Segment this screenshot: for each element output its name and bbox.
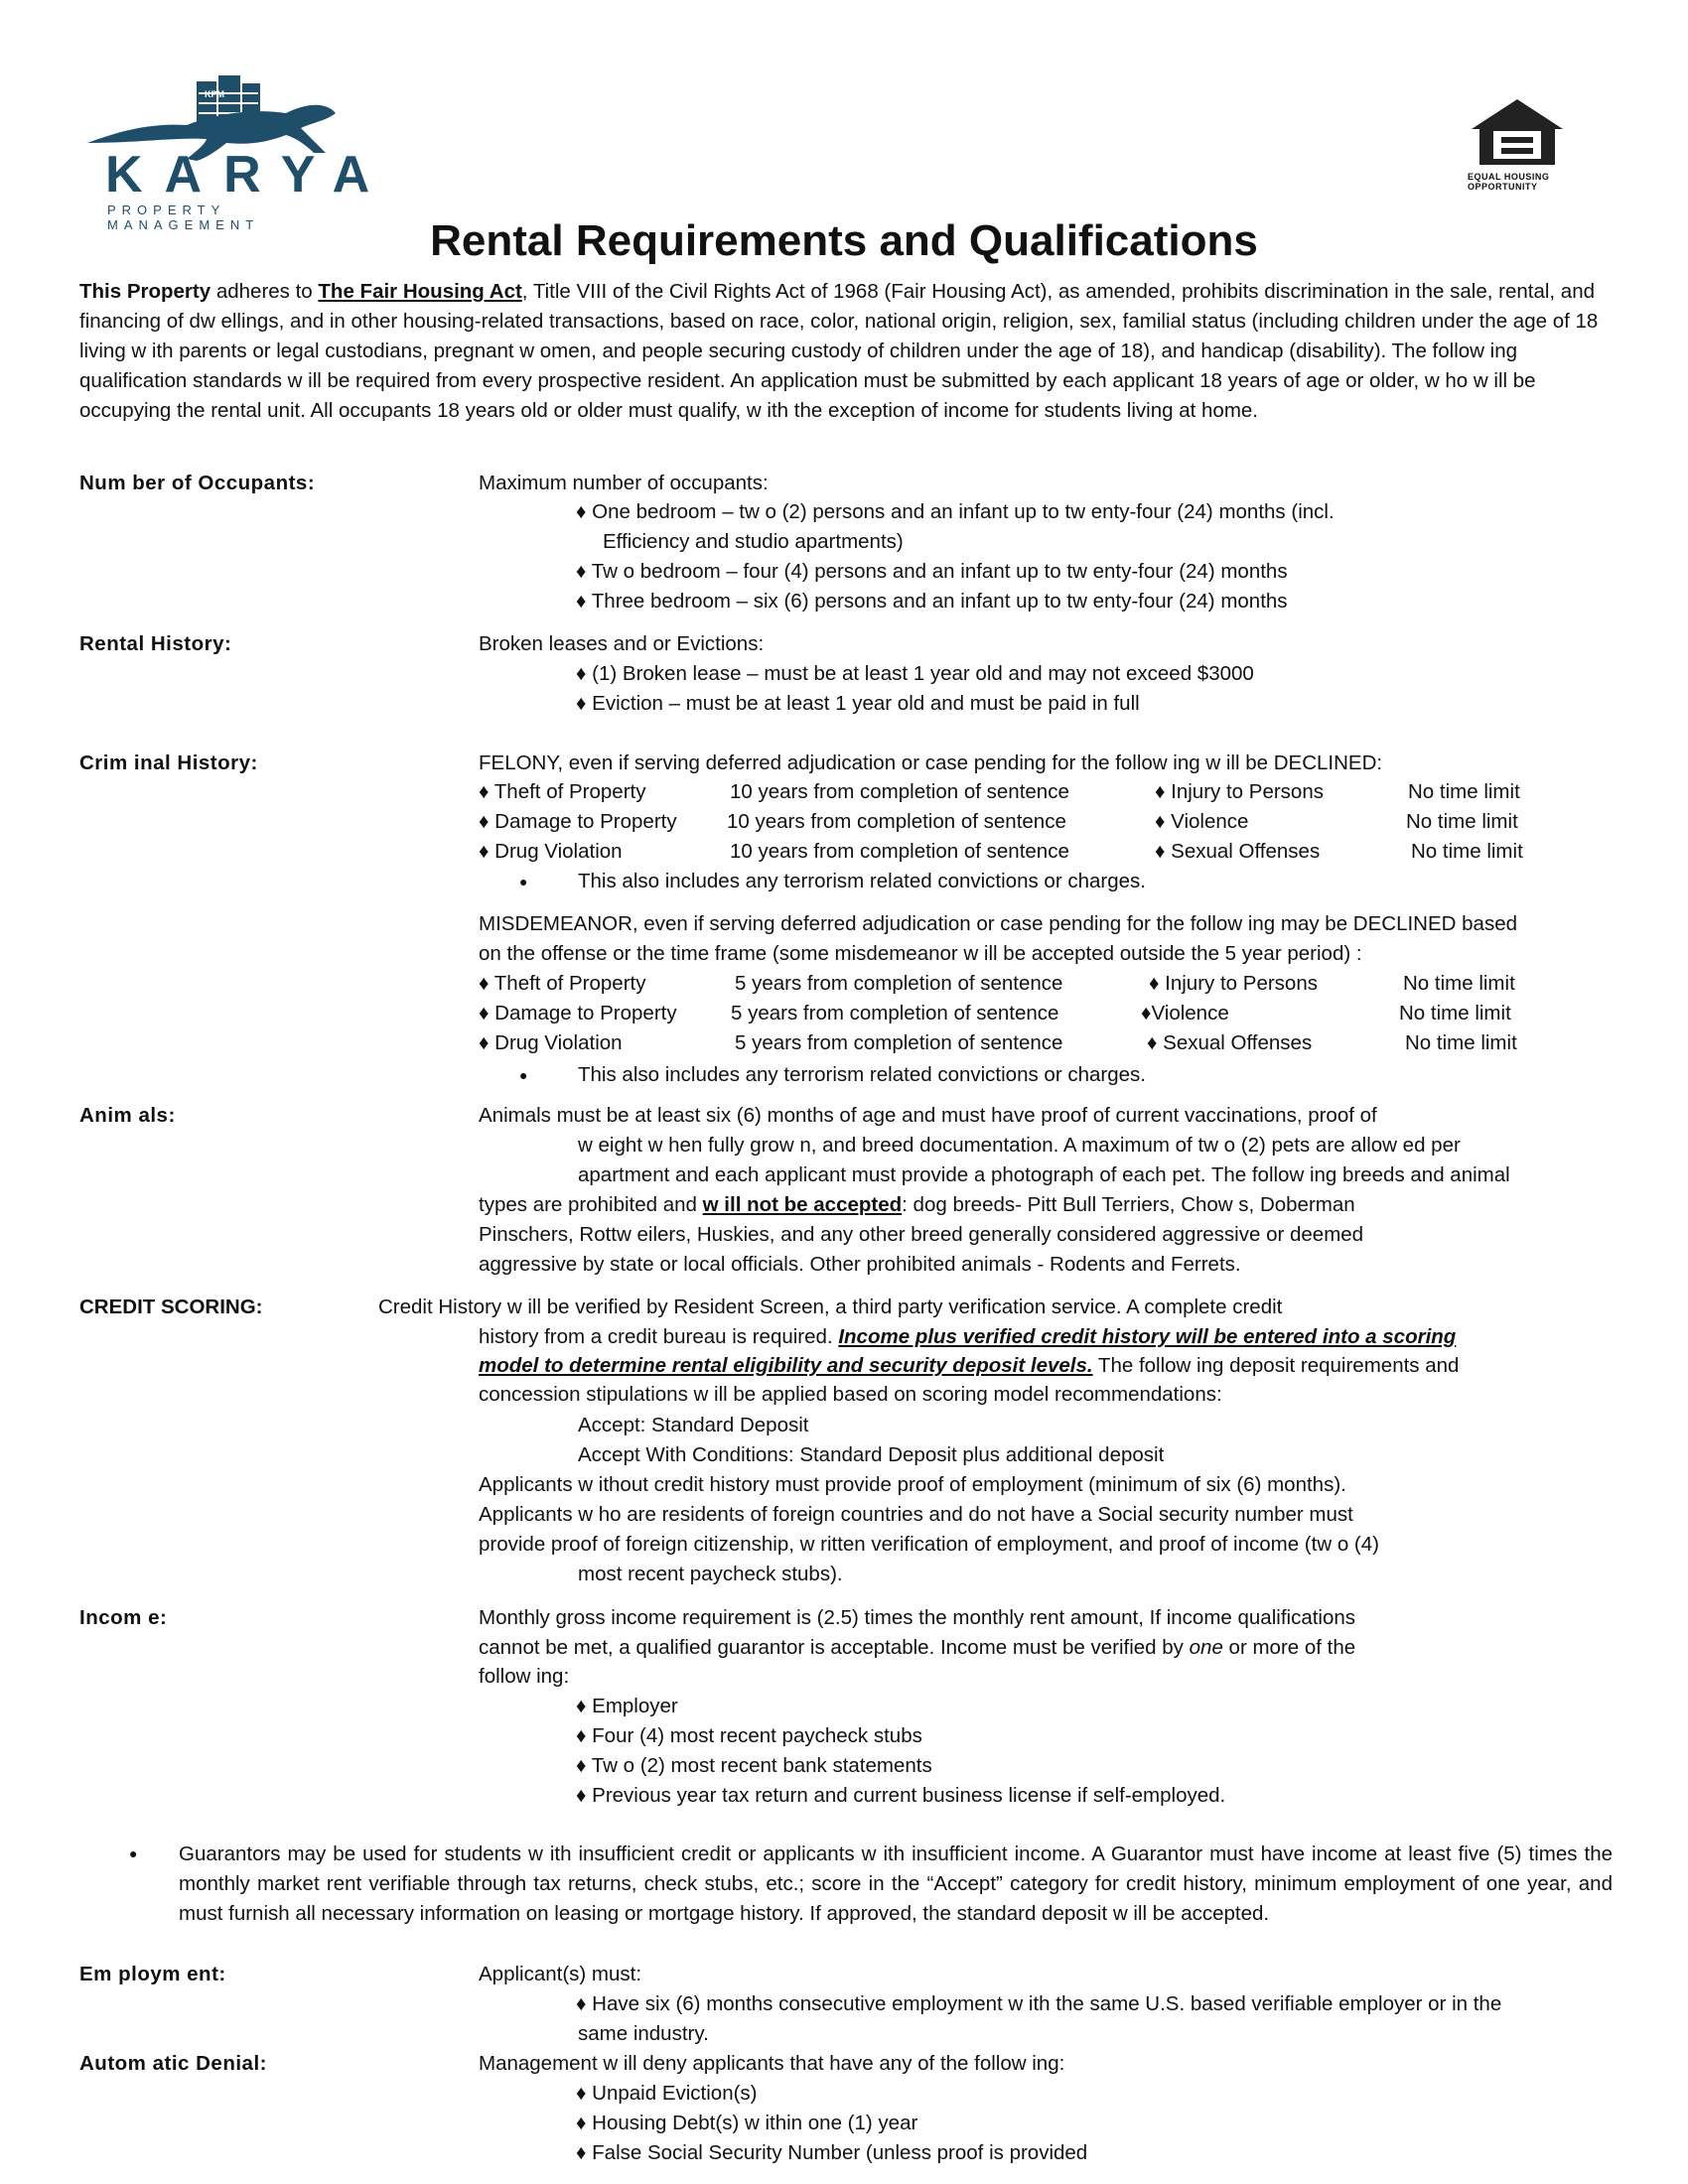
bullet-dot-icon: ●: [519, 874, 528, 889]
income-item: ♦ Tw o (2) most recent bank statements: [576, 1754, 932, 1777]
intro-paragraph: [79, 277, 1609, 426]
eho-text-2: OPPORTUNITY: [1468, 182, 1538, 192]
felony-offense: ♦ Violence: [1155, 810, 1249, 833]
income-line-2c: or more of the: [1222, 1636, 1356, 1659]
credit-line-7: Applicants w ithout credit history must provide proof of employment (minimum of six (6) months).: [479, 1473, 1346, 1496]
credit-emphasis-2: model to determine rental eligibility and security deposit levels.: [479, 1354, 1093, 1377]
credit-label: CREDIT SCORING:: [79, 1296, 263, 1318]
misdemeanor-line-1: MISDEMEANOR, even if serving deferred adjudication or case pending for the follow ing may be DECLINED based: [479, 912, 1518, 935]
intro-text-2: , Title VIII of the Civil Rights Act of 1968 (Fair Housing Act), as amended, prohibits discrimination in the sale, rental, and financing of dw ellings, and in other housing-related transactions, based on race, color, national origin, religion, sex, familial status (including children under the age of 18 living w ith parents or legal custodians, pregnant w omen, and people securing custody of children under the age of 18), and handicap (disability). The follow ing qualification standards w ill be required from every prospective resident. An application must be submitted by each applicant 18 years of age or older, w ho w ill be occupying the rental unit. All occupants 18 years old or older must qualify, w ith the exception of income for students living at home.: [79, 280, 1599, 422]
felony-offense: ♦ Damage to Property: [479, 810, 677, 833]
logo-monogram: KPM: [205, 89, 224, 99]
occupants-line-4: ♦ Three bedroom – six (6) persons and an infant up to tw enty-four (24) months: [576, 590, 1288, 613]
misdemeanor-offense: ♦ Drug Violation: [479, 1031, 623, 1054]
employment-line-2: same industry.: [578, 2022, 709, 2045]
income-emphasis: one: [1189, 1636, 1223, 1659]
credit-line-4: concession stipulations w ill be applied based on scoring model recommendations:: [479, 1383, 1222, 1406]
occupants-label: Num ber of Occupants:: [79, 472, 316, 494]
felony-offense: ♦ Injury to Persons: [1155, 780, 1324, 803]
misdemeanor-line-2: on the offense or the time frame (some misdemeanor w ill be accepted outside the 5 year period) :: [479, 942, 1362, 965]
misdemeanor-period: No time limit: [1405, 1031, 1517, 1054]
credit-line-2: [479, 1325, 1456, 1349]
credit-line-2a: history from a credit bureau is required.: [479, 1325, 839, 1348]
intro-lead: This Property: [79, 280, 211, 303]
misdemeanor-period: 5 years from completion of sentence: [731, 1002, 1059, 1024]
animals-line-2: w eight w hen fully grow n, and breed documentation. A maximum of tw o (2) pets are allow ed per: [578, 1134, 1461, 1157]
misdemeanor-offense: ♦ Injury to Persons: [1149, 972, 1318, 995]
credit-line-5: Accept: Standard Deposit: [578, 1414, 809, 1436]
guarantor-paragraph: Guarantors may be used for students w ith insufficient credit or applicants w ith insufficient income. A Guarantor must have income at least five (5) times the monthly market rent verifiable through tax returns, check stubs, etc.; score in the “Accept” category for credit history, minimum employment of one year, and must furnish all necessary information on leasing or mortgage history. If approved, the standard deposit w ill be accepted.: [179, 1843, 1613, 1925]
page-title: Rental Requirements and Qualifications: [430, 216, 1258, 265]
terrorism-note: This also includes any terrorism related convictions or charges.: [578, 1063, 1146, 1086]
denial-item: ♦ False Social Security Number (unless proof is provided: [576, 2141, 1088, 2164]
misdemeanor-offense: ♦ Sexual Offenses: [1147, 1031, 1313, 1054]
misdemeanor-offense: ♦ Theft of Property: [479, 972, 646, 995]
terrorism-note: This also includes any terrorism related convictions or charges.: [578, 870, 1146, 892]
employment-heading: Applicant(s) must:: [479, 1963, 642, 1985]
credit-line-1: Credit History w ill be verified by Resident Screen, a third party verification service. A complete credit: [378, 1296, 1283, 1318]
rental-line-1: ♦ (1) Broken lease – must be at least 1 year old and may not exceed $3000: [576, 662, 1254, 685]
animals-line-4a: types are prohibited and: [479, 1193, 703, 1216]
credit-emphasis-1: Income plus verified credit history will be entered into a scoring: [838, 1325, 1457, 1348]
employment-line-1: ♦ Have six (6) months consecutive employment w ith the same U.S. based verifiable employer or in the: [576, 1992, 1502, 2015]
occupants-line-1: ♦ One bedroom – tw o (2) persons and an infant up to tw enty-four (24) months (incl.: [576, 500, 1335, 523]
denial-item: ♦ Housing Debt(s) w ithin one (1) year: [576, 2112, 918, 2134]
occupants-heading: Maximum number of occupants:: [479, 472, 769, 494]
felony-offense: ♦ Drug Violation: [479, 840, 623, 863]
animals-line-3: apartment and each applicant must provide a photograph of each pet. The follow ing breeds and animal: [578, 1163, 1510, 1186]
income-item: ♦ Previous year tax return and current business license if self-employed.: [576, 1784, 1226, 1807]
denial-item: ♦ Unpaid Eviction(s): [576, 2082, 758, 2105]
rental-heading: Broken leases and or Evictions:: [479, 632, 765, 655]
credit-line-8: Applicants w ho are residents of foreign countries and do not have a Social security number must: [479, 1503, 1353, 1526]
income-line-1: Monthly gross income requirement is (2.5) times the monthly rent amount, If income qualifications: [479, 1606, 1356, 1629]
income-line-2a: cannot be met, a qualified guarantor is acceptable. Income must be verified by: [479, 1636, 1190, 1659]
felony-period: 10 years from completion of sentence: [730, 840, 1069, 863]
equal-housing-logo: [1468, 97, 1567, 192]
animals-line-1: Animals must be at least six (6) months of age and must have proof of current vaccinations, proof of: [479, 1104, 1377, 1127]
animals-line-4c: : dog breeds- Pitt Bull Terriers, Chow s, Doberman: [902, 1193, 1355, 1216]
company-logo: [87, 73, 392, 232]
occupants-line-3: ♦ Tw o bedroom – four (4) persons and an infant up to tw enty-four (24) months: [576, 560, 1288, 583]
income-line-3: follow ing:: [479, 1665, 570, 1688]
felony-period: 10 years from completion of sentence: [730, 780, 1069, 803]
rental-label: Rental History:: [79, 632, 232, 655]
felony-period: 10 years from completion of sentence: [727, 810, 1066, 833]
felony-offense: ♦ Theft of Property: [479, 780, 646, 803]
felony-offense: ♦ Sexual Offenses: [1155, 840, 1321, 863]
equal-housing-house-icon: [1468, 97, 1567, 167]
employment-label: Em ploym ent:: [79, 1963, 226, 1985]
not-accepted-text: w ill not be accepted: [702, 1193, 903, 1216]
misdemeanor-period: No time limit: [1399, 1002, 1511, 1024]
income-item: ♦ Four (4) most recent paycheck stubs: [576, 1724, 922, 1747]
misdemeanor-offense: ♦Violence: [1141, 1002, 1229, 1024]
animals-line-6: aggressive by state or local officials. Other prohibited animals - Rodents and Ferrets.: [479, 1253, 1241, 1276]
animals-line-5: Pinschers, Rottw eilers, Huskies, and any other breed generally considered aggressive or deemed: [479, 1223, 1364, 1246]
bullet-dot-icon: ●: [519, 1067, 528, 1083]
credit-line-10: most recent paycheck stubs).: [578, 1563, 843, 1585]
felony-period: No time limit: [1406, 810, 1518, 833]
misdemeanor-period: 5 years from completion of sentence: [735, 972, 1063, 995]
bullet-dot-icon: ●: [129, 1845, 138, 1861]
fair-housing-act-link: The Fair Housing Act: [318, 280, 522, 303]
animals-label: Anim als:: [79, 1104, 176, 1127]
felony-heading: FELONY, even if serving deferred adjudication or case pending for the follow ing w ill be DECLINED:: [479, 751, 1383, 774]
credit-line-3b: The follow ing deposit requirements and: [1092, 1354, 1460, 1377]
income-item: ♦ Employer: [576, 1695, 678, 1717]
intro-text-1: adheres to: [211, 280, 319, 303]
income-line-2: [479, 1636, 1355, 1660]
denial-label: Autom atic Denial:: [79, 2052, 267, 2075]
income-label: Incom e:: [79, 1606, 168, 1629]
credit-line-3: [479, 1354, 1459, 1378]
rental-line-2: ♦ Eviction – must be at least 1 year old and must be paid in full: [576, 692, 1140, 715]
eho-text-1: EQUAL HOUSING: [1468, 172, 1550, 182]
misdemeanor-offense: ♦ Damage to Property: [479, 1002, 677, 1024]
animals-line-4: [479, 1193, 1355, 1217]
felony-period: No time limit: [1408, 780, 1520, 803]
misdemeanor-period: 5 years from completion of sentence: [735, 1031, 1063, 1054]
misdemeanor-period: No time limit: [1403, 972, 1515, 995]
logo-name: KARYA: [105, 146, 392, 204]
credit-line-9: provide proof of foreign citizenship, w ritten verification of employment, and proof of income (tw o (4): [479, 1533, 1379, 1556]
felony-period: No time limit: [1411, 840, 1523, 863]
denial-heading: Management w ill deny applicants that have any of the follow ing:: [479, 2052, 1065, 2075]
criminal-label: Crim inal History:: [79, 751, 258, 774]
logo-tagline: PROPERTY MANAGEMENT: [107, 203, 260, 232]
occupants-line-2: Efficiency and studio apartments): [603, 530, 904, 553]
credit-line-6: Accept With Conditions: Standard Deposit plus additional deposit: [578, 1443, 1165, 1466]
